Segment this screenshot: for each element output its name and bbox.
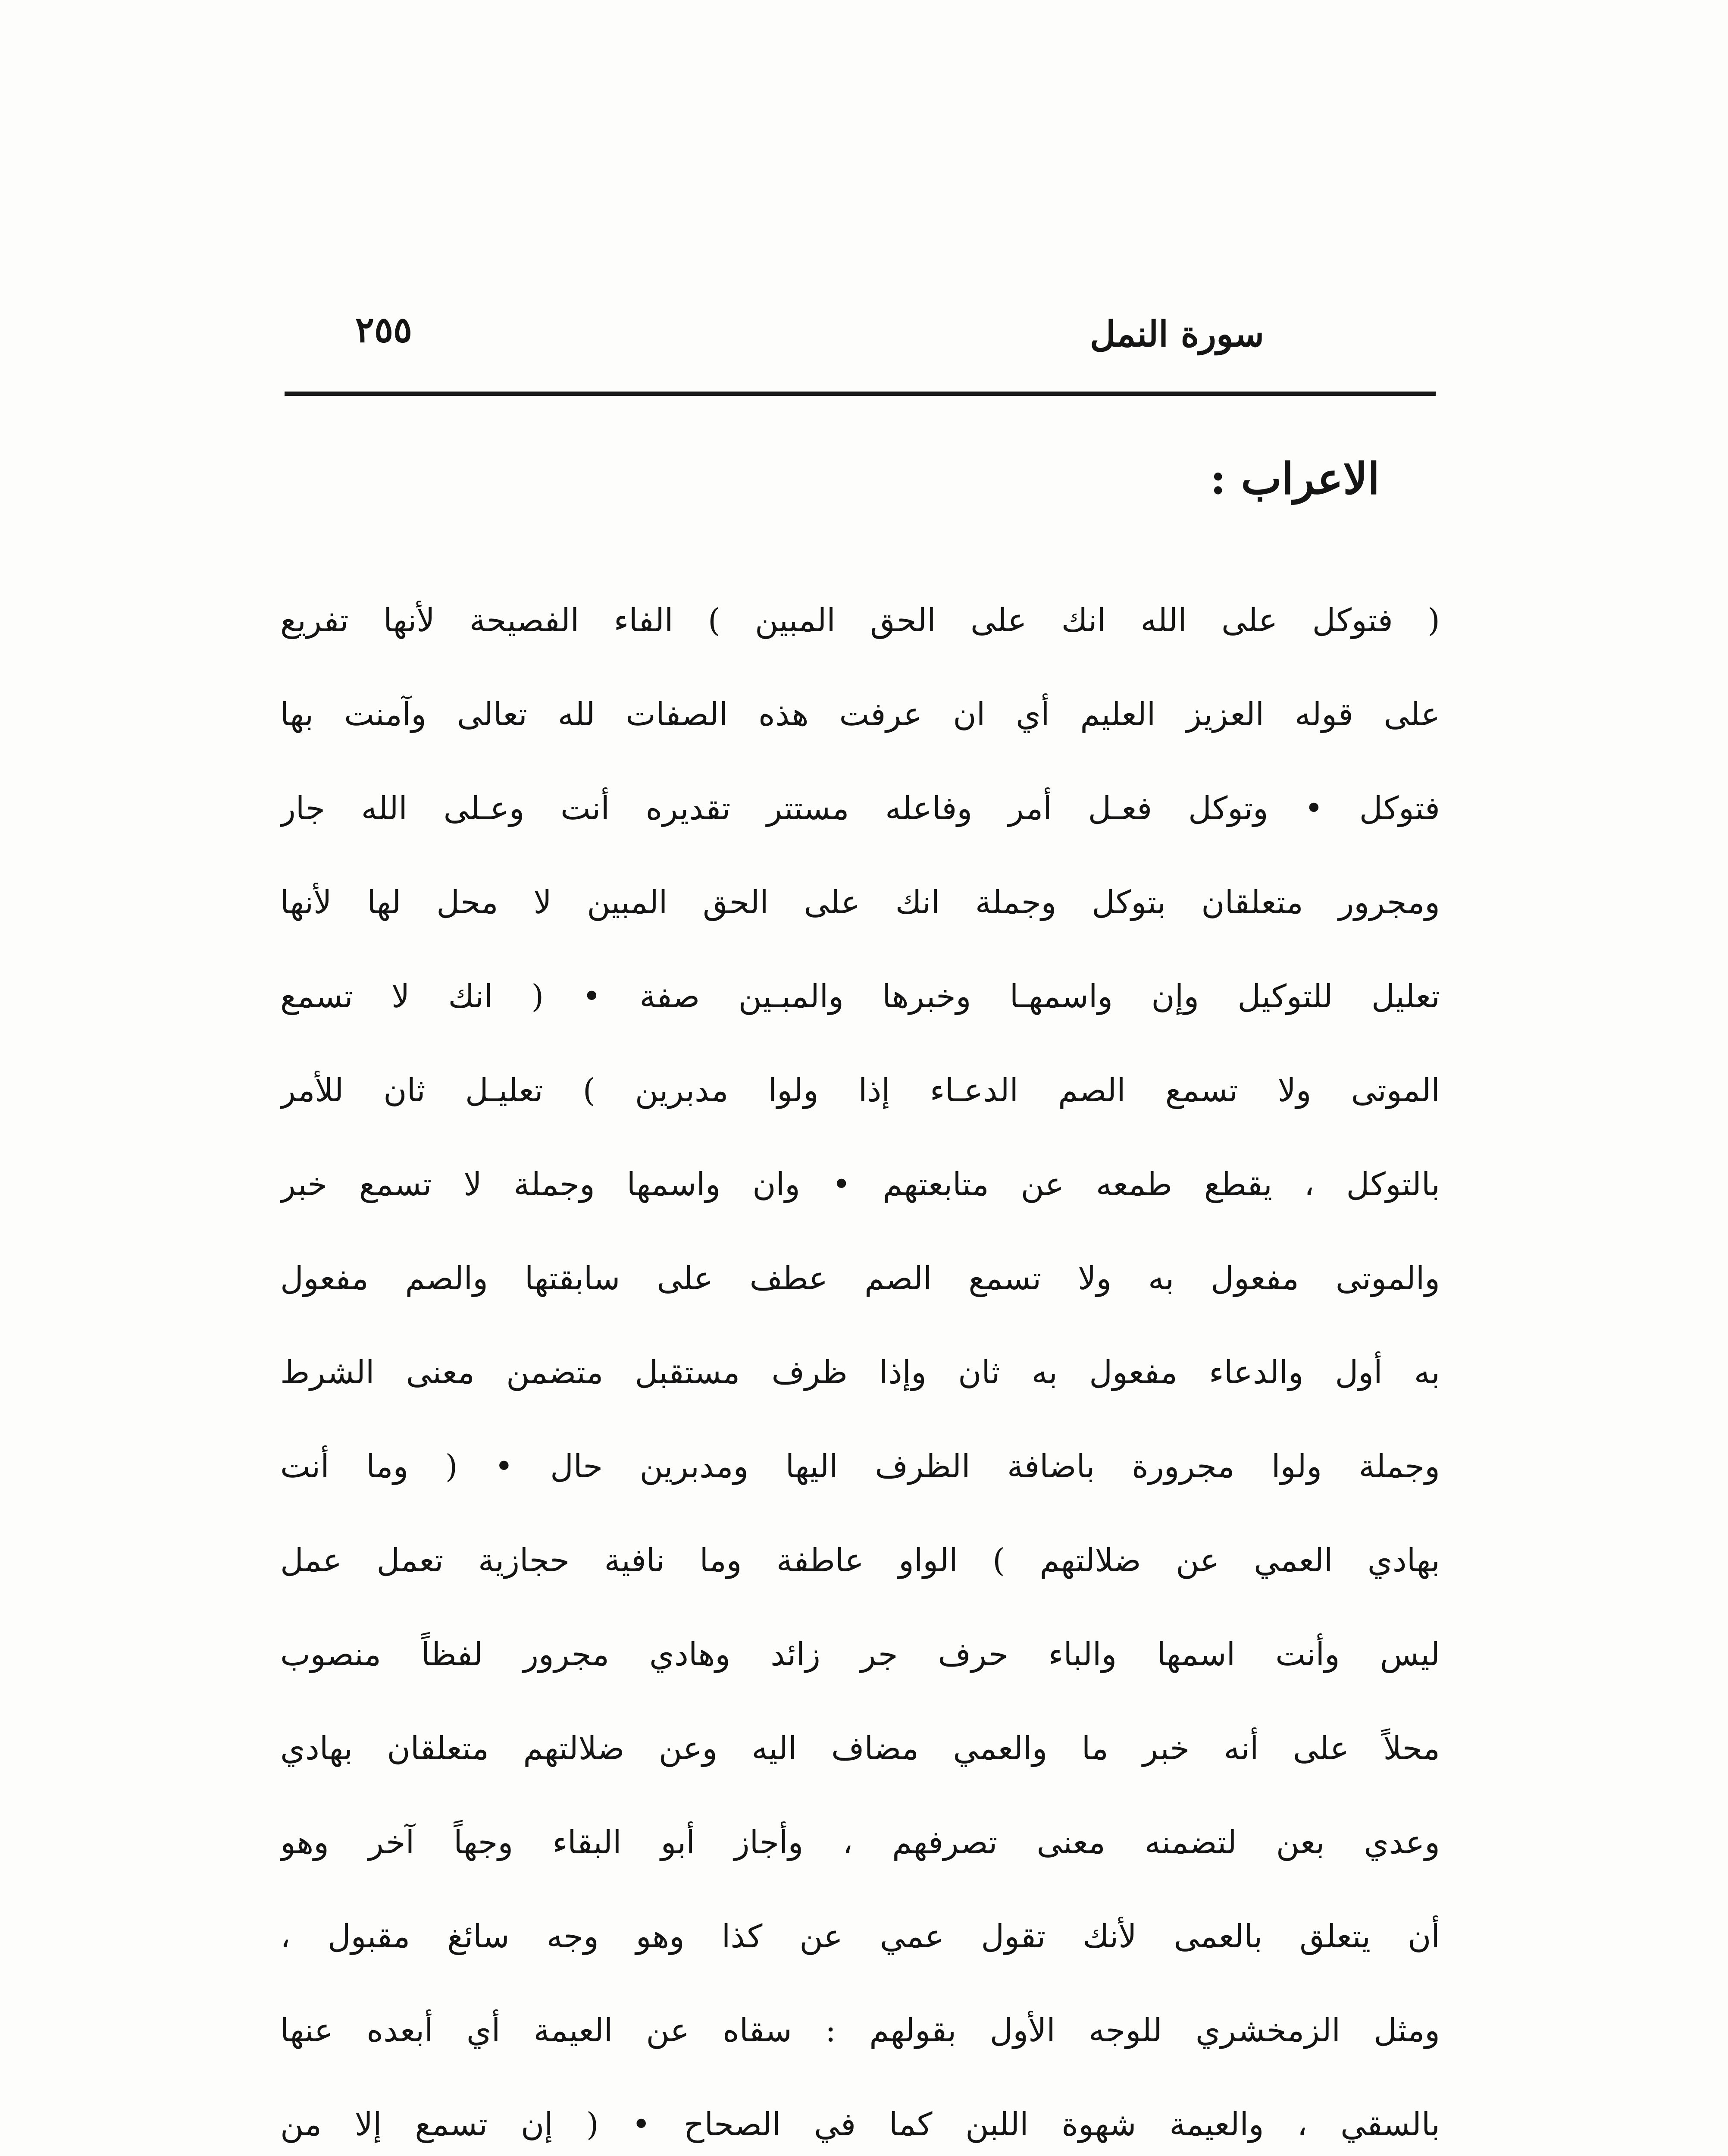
text-line: تعليل للتوكيل وإن واسمهـا وخبرها والمبـين صفة • ( انك لا تسمع <box>280 978 1440 1015</box>
text-line: محلاً على أنه خبر ما والعمي مضاف اليه وعن ضلالتهم متعلقان بهادي <box>280 1730 1440 1767</box>
text-line: ومثل الزمخشري للوجه الأول بقولهم : سقاه عن العيمة أي أبعده عنها <box>280 2012 1440 2049</box>
text-line: بهادي العمي عن ضلالتهم ) الواو عاطفة وما نافية حجازية تعمل عمل <box>280 1542 1440 1579</box>
text-line: فتوكل • وتوكل فعـل أمر وفاعله مستتر تقديره أنت وعـلى الله جار <box>280 790 1440 827</box>
section-heading: الاعراب : <box>1210 453 1380 504</box>
text-line: والموتى مفعول به ولا تسمع الصم عطف على سابقتها والصم مفعول <box>280 1260 1440 1297</box>
text-line: ومجرور متعلقان بتوكل وجملة انك على الحق المبين لا محل لها لأنها <box>280 884 1440 921</box>
text-line: ( فتوكل على الله انك على الحق المبين ) الفاء الفصيحة لأنها تفريع <box>280 602 1440 639</box>
text-line: الموتى ولا تسمع الصم الدعـاء إذا ولوا مدبرين ) تعليـل ثان للأمر <box>280 1072 1440 1109</box>
text-line: أن يتعلق بالعمى لأنك تقول عمي عن كذا وهو وجه سائغ مقبول ، <box>280 1918 1440 1955</box>
page-number: ٢٥٥ <box>355 309 413 351</box>
text-line: ليس وأنت اسمها والباء حرف جر زائد وهادي مجرور لفظاً منصوب <box>280 1636 1440 1673</box>
page-title: سورة النمل <box>1089 313 1265 355</box>
page-header <box>285 302 1436 371</box>
body-text <box>280 573 1440 2156</box>
header-divider <box>285 392 1436 396</box>
text-line: على قوله العزيز العليم أي ان عرفت هذه الصفات لله تعالى وآمنت بها <box>280 696 1440 733</box>
text-line: به أول والدعاء مفعول به ثان وإذا ظرف مستقبل متضمن معنى الشرط <box>280 1354 1440 1391</box>
text-line: بالسقي ، والعيمة شهوة اللبن كما في الصحاح • ( إن تسمع إلا من <box>280 2106 1440 2143</box>
text-line: وجملة ولوا مجرورة باضافة الظرف اليها ومدبرين حال • ( وما أنت <box>280 1448 1440 1485</box>
text-line: بالتوكل ، يقطع طمعه عن متابعتهم • وان واسمها وجملة لا تسمع خبر <box>280 1166 1440 1203</box>
text-line: وعدي بعن لتضمنه معنى تصرفهم ، وأجاز أبو البقاء وجهاً آخر وهو <box>280 1824 1440 1861</box>
